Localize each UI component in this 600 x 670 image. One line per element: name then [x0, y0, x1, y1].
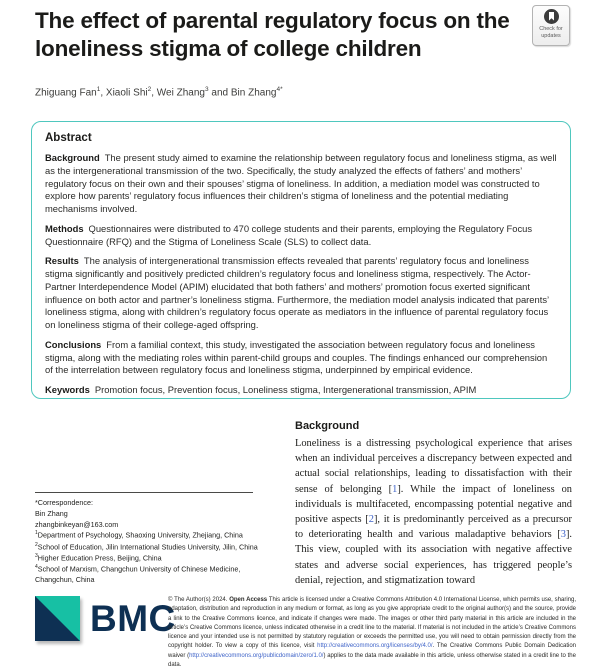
- background-heading: Background: [295, 420, 360, 432]
- abstract-results: Results The analysis of intergenerational transmission effects revealed that parents’ regulatory focus and loneliness stigma significantly and positively predicted children’s regulatory focus and loneliness stigma, respectively. The Actor-Partner Interdependence Model (APIM) elucidated that both fathers’ and mothers’ promotion focus exerted significant influence on both actor and partner’s loneliness stigma. Furthermore, the mediation model analysis indicated that parents’ loneliness stigma, along with children’s regulatory focus operate as mediators in the influence of parental regulatory focus on loneliness stigma of their college-aged offspring.: [45, 254, 549, 331]
- author-affiliation-sup: 4*: [276, 86, 283, 93]
- citation-ref-1[interactable]: 1: [392, 483, 398, 495]
- section-label: Keywords: [45, 383, 90, 395]
- abstract-box: [31, 121, 571, 399]
- author-line: Zhiguang Fan$^1$, Xiaoli Shi$^2$, Wei Zhang$^3$ and Bin Zhang$^{4*}$: [35, 86, 283, 99]
- section-label: Conclusions: [45, 338, 102, 350]
- title-line-2: loneliness stigma of college children: [35, 35, 422, 61]
- background-paragraph: Loneliness is a distressing psychological experience that arises when an individual perceives a discrepancy between expected and actual social relationships, leading to dissatisfaction with their sense of belonging [1]. While the impact of loneliness on individuals is multifaceted, encompassing potential negative and positive aspects [2], it is predominantly perceived as a precursor to deteriorating health and various maladaptive behaviors [3]. This view, coupled with its association with negative affective states and adverse social experiences, has triggered people’s denial, rejection, and stigmatization toward: [295, 438, 572, 586]
- check-updates-label: Check for updates: [539, 26, 563, 39]
- correspondence-label: *Correspondence:: [35, 498, 93, 507]
- author: Xiaoli Shi: [105, 87, 148, 99]
- correspondence-block: [35, 492, 261, 586]
- correspondence-divider: [35, 492, 253, 493]
- bmc-logo-text: BMC: [90, 598, 176, 639]
- bmc-logo-icon: [35, 596, 80, 641]
- check-for-updates-badge[interactable]: [532, 5, 570, 46]
- author-affiliation-sup: 2: [147, 86, 152, 93]
- abstract-background: Background The present study aimed to examine the relationship between regulatory focus and loneliness stigma, as well as the intergenerational transmission of the two. Specifically, the study analyzed the effects of fathers’ and mothers’ regulatory focus on their own and their spouses’ stigma of loneliness. In addition, a mediation model was constructed to explore how parents’ regulatory focus influences their children’s stigma of loneliness and the potential mediating mechanisms involved.: [45, 151, 557, 215]
- affiliation-2: $^2$School of Education, Jilin International Studies University, Jilin, China: [35, 541, 258, 551]
- abstract-conclusions: Conclusions From a familial context, this study, investigated the association between regulatory focus and loneliness stigma, along with the mediating roles within parent-child groups and couples. The findings enhanced our comprehension of the interrelation between regulatory focus and loneliness stigma, underpinned by empirical evidence.: [45, 338, 548, 376]
- section-label: Results: [45, 254, 79, 266]
- cc-zero-waiver-link[interactable]: http://creativecommons.org/publicdomain/zero/1.0/: [189, 652, 324, 659]
- author: Bin Zhang: [230, 87, 277, 99]
- correspondence-name: Bin Zhang: [35, 508, 68, 518]
- author: Wei Zhang: [156, 87, 205, 99]
- background-section: [295, 420, 572, 588]
- open-access-label: Open Access: [229, 597, 268, 603]
- cc-by-license-link[interactable]: http://creativecommons.org/licenses/by/4.0/: [317, 643, 433, 650]
- page-title: [35, 7, 535, 62]
- bmc-logo: [35, 596, 176, 641]
- citation-ref-2[interactable]: 2: [368, 513, 374, 525]
- section-label: Background: [45, 151, 100, 163]
- affiliation-1: $^1$Department of Psychology, Shaoxing University, Zhejiang, China: [35, 530, 243, 540]
- abstract-keywords: Keywords Promotion focus, Prevention focus, Loneliness stigma, Intergenerational transmission, APIM: [45, 383, 477, 395]
- bookmark-icon: [544, 9, 559, 24]
- section-label: Methods: [45, 222, 84, 234]
- author-affiliation-sup: 1: [96, 86, 101, 93]
- correspondence-email[interactable]: zhangbinkeyan@163.com: [35, 519, 119, 529]
- author-affiliation-sup: 3: [204, 86, 209, 93]
- affiliation-4: $^4$School of Marxism, Changchun University of Chinese Medicine, Changchun, China: [35, 563, 241, 585]
- author: Zhiguang Fan: [35, 87, 97, 99]
- citation-ref-3[interactable]: 3: [560, 529, 566, 541]
- title-line-1: The effect of parental regulatory focus on the: [35, 8, 510, 33]
- abstract-heading: Abstract: [45, 132, 92, 144]
- abstract-methods: Methods Questionnaires were distributed to 470 college students and their parents, employing the Regulatory Focus Questionnaire (RFQ) and the Stigma of Loneliness Scale (SLS) to collect data.: [45, 222, 533, 247]
- affiliation-3: $^3$Higher Education Press, Beijing, China: [35, 552, 162, 563]
- license-notice: © The Author(s) 2024. Open Access This article is licensed under a Creative Commons Attribution 4.0 International License, which permits use, sharing, adaptation, distribution and reproduction in any medium or format, as long as you give appropriate credit to the original author(s) and the source, provide a link to the Creative Commons licence, and indicate if changes were made. The images or other third party material in this article are included in the article’s Creative Commons licence, unless indicated otherwise in a credit line to the material. If material is not included in the article’s Creative Commons licence and your intended use is not permitted by statutory regulation or exceeds the permitted use, you will need to obtain permission directly from the copyright holder. To view a copy of this licence, visit http://creativecommons.org/licenses/by/4.0/. The Creative Commons Public Domain Dedication waiver (http://creativecommons.org/publicdomain/zero/1.0/) applies to the data made available in this article, unless otherwise stated in a credit line to the data.: [168, 597, 576, 669]
